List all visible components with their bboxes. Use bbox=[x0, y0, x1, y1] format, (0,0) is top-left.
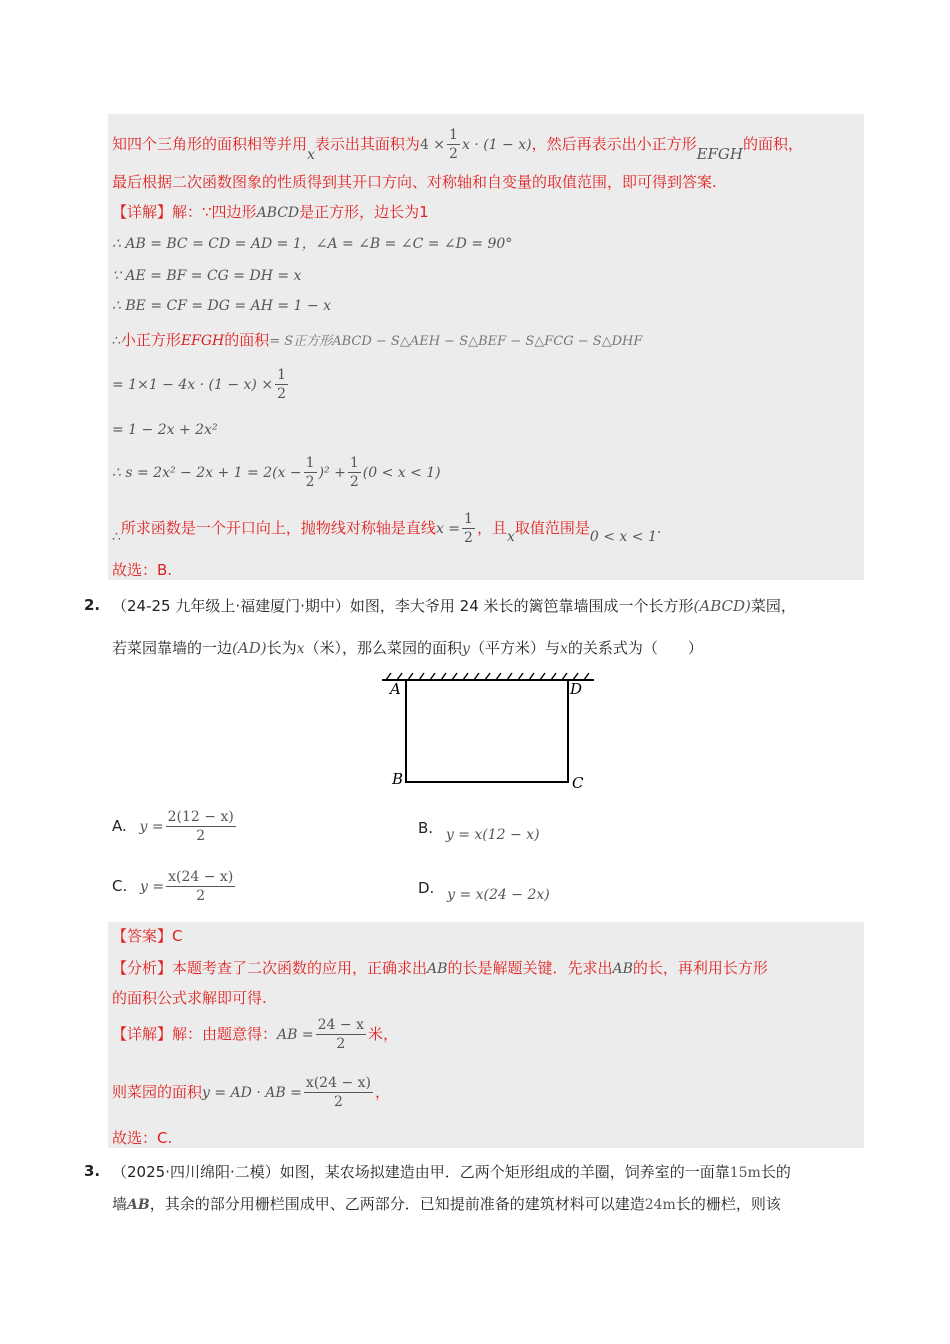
fraction: $\frac{x(24 - x)}{2}$ bbox=[168, 869, 234, 904]
answer-line: 【答案】C bbox=[112, 927, 183, 945]
label-a: A bbox=[390, 680, 401, 698]
question2-line2: 若菜园靠墙的一边(AD)长为x（米），那么菜园的面积y（平方米）与x的关系式为（ ） bbox=[112, 639, 703, 657]
solution1-choice: 故选：B. bbox=[112, 561, 173, 579]
label-d: D bbox=[570, 680, 583, 698]
fraction: $\frac{x(24 - x)}{2}$ bbox=[305, 1075, 371, 1110]
question2-number: 2. bbox=[84, 596, 101, 614]
fraction: $\frac{24 - x}{2}$ bbox=[317, 1017, 364, 1052]
question3-line1: （2025·四川绵阳·二模）如图，某农场拟建造由甲．乙两个矩形组成的羊圈，饲养室的一面靠15m长的 bbox=[112, 1163, 791, 1181]
solution1-line2: 最后根据二次函数图象的性质得到其开口方向、对称轴和自变量的取值范围，即可得到答案. bbox=[112, 173, 717, 191]
option-b[interactable]: B. y = x(12 − x) bbox=[418, 819, 540, 843]
solution1-step4: ∴小正方形EFGH的面积= S正方形ABCD − S△AEH − S△BEF − S△FCG − S△DHF bbox=[112, 331, 643, 349]
analysis-line1: 【分析】本题考查了二次函数的应用，正确求出AB的长是解题关键．先求出AB的长，再利用长方形 bbox=[112, 959, 768, 977]
garden-figure bbox=[380, 672, 600, 796]
question3-number: 3. bbox=[84, 1162, 101, 1180]
solution1-step8: ∴所求函数是一个开口向上，抛物线对称轴是直线x = $\frac{1}{2}$ ，且x取值范围是0 < x < 1. bbox=[112, 511, 662, 546]
fraction: $\frac{1}{2}$ bbox=[349, 455, 359, 490]
analysis-line2: 的面积公式求解即可得. bbox=[112, 989, 267, 1007]
label-c: C bbox=[572, 774, 584, 792]
option-d[interactable]: D. y = x(24 − 2x) bbox=[418, 879, 550, 903]
solution1-step6: = 1 − 2x + 2x² bbox=[112, 422, 218, 438]
solution1-detail: 【详解】解：∵四边形ABCD是正方形，边长为1 bbox=[112, 203, 429, 221]
question3-line2: 墙AB，其余的部分用栅栏围成甲、乙两部分．已知提前准备的建筑材料可以建造24m长的栅栏，则该 bbox=[112, 1195, 781, 1213]
area-line: 则菜园的面积y = AD · AB = $\frac{x(24 - x)}{2}$ ， bbox=[112, 1075, 391, 1110]
fence-rectangle bbox=[406, 680, 568, 782]
label-b: B bbox=[392, 770, 404, 788]
fraction: $\frac{1}{2}$ bbox=[449, 127, 458, 162]
solution1-step7: ∴ s = 2x² − 2x + 1 = 2(x − $\frac{1}{2}$ )² + $\frac{1}{2}$ (0 < x < 1) bbox=[112, 455, 441, 490]
fraction: $\frac{2(12 - x)}{2}$ bbox=[167, 809, 234, 844]
option-a[interactable]: A. y = $\frac{2(12 - x)}{2}$ bbox=[112, 809, 234, 844]
solution1-step2: ∵ AE = BF = CG = DH = x bbox=[112, 268, 302, 284]
solution1-step3: ∴ BE = CF = DG = AH = 1 − x bbox=[112, 298, 331, 314]
detail-line: 【详解】解：由题意得：AB = $\frac{24 - x}{2}$ 米， bbox=[112, 1017, 398, 1052]
solution1-step1: ∴ AB = BC = CD = AD = 1，∠A = ∠B = ∠C = ∠D = 90° bbox=[112, 236, 513, 252]
question2-choice: 故选：C. bbox=[112, 1129, 173, 1147]
fraction: $\frac{1}{2}$ bbox=[277, 367, 286, 402]
fraction: $\frac{1}{2}$ bbox=[305, 455, 315, 490]
fraction: $\frac{1}{2}$ bbox=[464, 511, 473, 546]
solution1-line1: 知四个三角形的面积相等并用x表示出其面积为4 × $\frac{1}{2}$ x · (1 − x)，然后再表示出小正方形EFGH的面积， bbox=[112, 127, 804, 163]
solution1-step5: = 1×1 − 4x · (1 − x) × $\frac{1}{2}$ bbox=[112, 367, 286, 402]
question2-line1: （24-25 九年级上·福建厦门·期中）如图，李大爷用 24 米长的篱笆靠墙围成一个长方形(ABCD)菜园， bbox=[112, 597, 796, 615]
option-c[interactable]: C. y = $\frac{x(24 - x)}{2}$ bbox=[112, 869, 234, 904]
wall-hatching bbox=[386, 673, 589, 680]
